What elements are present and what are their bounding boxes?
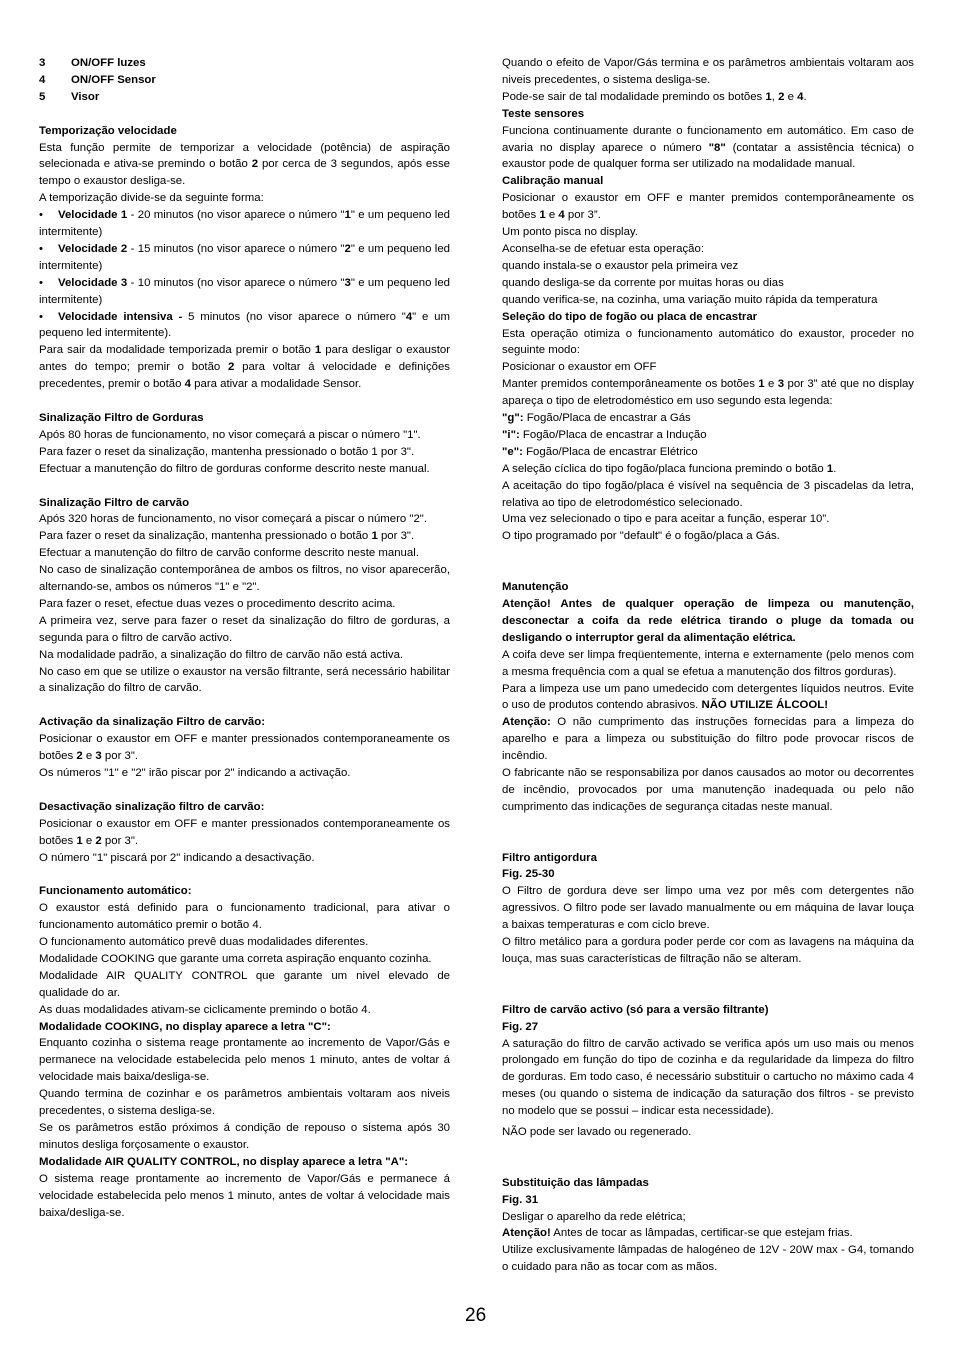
figure-reference: Fig. 27: [502, 1020, 539, 1033]
bullet-item: • Velocidade intensiva - 5 minutos (no visor aparece o número "4" e um pequeno led intermitente).: [39, 310, 451, 340]
paragraph: O Filtro de gordura deve ser limpo uma vez por mês com detergentes não agressivos. O filtro pode ser lavado manualmente ou em máquina de lavar louça a baixas temperaturas e com ciclo breve.: [502, 885, 914, 932]
legend-item: "e": Fogão/Placa de encastrar Elétrico: [502, 445, 698, 458]
section-heading: Teste sensores: [502, 107, 585, 120]
paragraph: O fabricante não se responsabiliza por danos causados ao motor ou decorrentes de incêndio, provocados por uma manutenção inadequada ou pelo não cumprimento das indicações de segurança citadas neste manual.: [502, 767, 914, 813]
paragraph: O sistema reage prontamente ao incremento de Vapor/Gás e permanece á velocidade estabelecida pelo menos 1 minuto, antes de voltar á velocidade mais baixa/desliga-se.: [39, 1172, 450, 1219]
paragraph: Para sair da modalidade temporizada premir o botão 1 para desligar o exaustor antes do tempo; premir o botão 2 para voltar á velocidade e definições precedentes, premir o botão 4 para ativar a modalidade Sensor.: [39, 344, 450, 391]
paragraph: A seleção cíclica do tipo fogão/placa funciona premindo o botão 1.: [502, 462, 837, 475]
section-heading: Substituição das lâmpadas: [502, 1176, 649, 1189]
list-item: 5 Visor: [39, 90, 100, 103]
paragraph: Após 320 horas de funcionamento, no visor começará a piscar o número "2".: [39, 513, 427, 526]
paragraph: Esta função permite de temporizar a velocidade (potência) de aspiração selecionada e ativa-se premindo o botão 2 por cerca de 3 segundos, após esse tempo o exaustor desliga-se.: [39, 141, 450, 188]
paragraph: A coifa deve ser limpa freqüentemente, interna e externamente (pelo menos com a mesma frequência com a qual se efetua a manutenção dos filtros gorduras).: [502, 648, 914, 678]
section-heading: Filtro de carvão activo (só para a versão filtrante): [502, 1003, 769, 1016]
bullet-icon: •: [39, 209, 43, 222]
paragraph: Manter premidos contemporâneamente os botões 1 e 3 por 3” até que no display apareça o tipo de eletrodoméstico em uso segundo esta legenda:: [502, 378, 915, 408]
paragraph: Posicionar o exaustor em OFF e manter premidos contemporâneamente os botões 1 e 4 por 3”.: [502, 192, 914, 222]
paragraph: Posicionar o exaustor em OFF e manter pressionados contemporaneamente os botões 1 e 2 por 3".: [39, 817, 450, 847]
paragraph: Pode-se sair de tal modalidade premindo os botões 1, 2 e 4.: [502, 90, 807, 103]
paragraph: Após 80 horas de funcionamento, no visor começará a piscar o número "1".: [39, 428, 421, 441]
paragraph: Atenção: O não cumprimento das instruções fornecidas para a limpeza do aparelho e para a limpeza ou substituição do filtro pode provocar riscos de incêndio.: [502, 716, 914, 763]
paragraph: Efectuar a manutenção do filtro de gorduras conforme descrito neste manual.: [39, 462, 430, 475]
section-heading: Seleção do tipo de fogão ou placa de encastrar: [502, 310, 758, 323]
figure-reference: Fig. 31: [502, 1193, 539, 1206]
bullet-icon: •: [39, 242, 43, 255]
paragraph: Atenção! Antes de tocar as lâmpadas, certificar-se que estejam frias.: [502, 1227, 853, 1240]
paragraph: O filtro metálico para a gordura poder perde cor com as lavagens na máquina da louça, mas suas características de filtração não se alteram.: [502, 936, 914, 965]
paragraph: Para fazer o reset da sinalização, mantenha pressionado o botão 1 por 3".: [39, 445, 415, 458]
section-heading: Temporização velocidade: [39, 124, 177, 137]
section-heading: Funcionamento automático:: [39, 885, 192, 898]
paragraph: Para fazer o reset, efectue duas vezes o procedimento descrito acima.: [39, 597, 396, 610]
paragraph: Posicionar o exaustor em OFF: [502, 361, 657, 374]
figure-reference: Fig. 25-30: [502, 868, 555, 881]
paragraph: O tipo programado por "default" é o fogão/placa a Gás.: [502, 530, 780, 543]
section-heading: Sinalização Filtro de carvão: [39, 496, 190, 509]
paragraph: Funciona continuamente durante o funcionamento em automático. Em caso de avaria no display aparece o número "8" (contatar a assistência técnica) o exaustor pode de qualquer forma ser utilizado na modalidade manual.: [502, 124, 914, 171]
paragraph: O exaustor está definido para o funcionamento tradicional, para ativar o funcionamento automático premir o botão 4.: [39, 902, 450, 932]
paragraph: Posicionar o exaustor em OFF e manter pressionados contemporaneamente os botões 2 e 3 por 3".: [39, 733, 450, 763]
paragraph: A temporização divide-se da seguinte forma:: [39, 192, 264, 205]
paragraph: A primeira vez, serve para fazer o reset da sinalização do filtro de gorduras, a segunda para o filtro de carvão activo.: [39, 614, 450, 644]
list-item-label: Visor: [71, 90, 100, 103]
paragraph: Aconselha-se de efetuar esta operação:: [502, 242, 705, 255]
paragraph: As duas modalidades ativam-se ciclicamente premindo o botão 4.: [39, 1003, 371, 1016]
warning-text: Atenção! Antes de qualquer operação de limpeza ou manutenção, desconectar a coifa da rede elétrica tirando o pluge da tomada ou desligando o interruptor geral da alimentação elétrica.: [502, 597, 914, 644]
paragraph: O funcionamento automático prevê duas modalidades diferentes.: [39, 936, 369, 949]
bullet-item: • Velocidade 2 - 15 minutos (no visor aparece o número "2" e um pequeno led intermitente): [39, 242, 451, 272]
paragraph: quando verifica-se, na cozinha, uma variação muito rápida da temperatura: [502, 293, 878, 306]
paragraph: Para fazer o reset da sinalização, mantenha pressionado o botão 1 por 3".: [39, 530, 415, 543]
bullet-icon: •: [39, 310, 43, 323]
paragraph: Quando o efeito de Vapor/Gás termina e os parâmetros ambientais voltaram aos niveis precedentes, o sistema desliga-se.: [502, 57, 914, 86]
list-item-label: ON/OFF Sensor: [71, 73, 156, 86]
subsection-heading: Modalidade COOKING, no display aparece a letra "C":: [39, 1020, 331, 1033]
paragraph: Enquanto cozinha o sistema reage prontamente ao incremento de Vapor/Gás e permanece na velocidade estabelecida pelo menos 1 minuto, antes de voltar á velocidade mais baixa/desliga-se.: [39, 1037, 450, 1084]
paragraph: Para a limpeza use um pano umedecido com detergentes líquidos neutros. Evite o uso de produtos contendo abrasivos. NÃO UTILIZE ÁLCOOL!: [502, 682, 914, 712]
paragraph: No caso em que se utilize o exaustor na versão filtrante, será necessário habilitar a sinalização do filtro de carvão.: [39, 665, 450, 695]
list-item: 4 ON/OFF Sensor: [39, 73, 156, 86]
section-heading: Manutenção: [502, 581, 569, 594]
paragraph: Se os parâmetros estão próximos á condição de repouso o sistema após 30 minutos desliga forçosamente o exaustor.: [39, 1122, 450, 1151]
legend-item: "i": Fogão/Placa de encastrar a Indução: [502, 428, 707, 441]
paragraph: Esta operação otimiza o funcionamento automático do exaustor, proceder no seguinte modo:: [502, 327, 914, 357]
paragraph: O número "1" piscará por 2" indicando a desactivação.: [39, 851, 315, 864]
paragraph: A aceitação do tipo fogão/placa é visível na sequência de 3 piscadelas da letra, relativa ao tipo de eletrodoméstico selecionado.: [502, 479, 914, 509]
list-item-label: ON/OFF luzes: [71, 57, 146, 69]
paragraph: Modalidade COOKING que garante uma correta aspiração enquanto cozinha.: [39, 952, 432, 965]
bullet-icon: •: [39, 276, 43, 289]
section-heading: Filtro antigordura: [502, 851, 597, 864]
paragraph: Utilize exclusivamente lâmpadas de halogéneo de 12V - 20W max - G4, tomando o cuidado para não as tocar com as mãos.: [502, 1244, 914, 1274]
paragraph: quando desliga-se da corrente por muitas horas ou dias: [502, 276, 784, 289]
paragraph: Efectuar a manutenção do filtro de carvão conforme descrito neste manual.: [39, 547, 419, 560]
paragraph: NÃO pode ser lavado ou regenerado.: [502, 1126, 692, 1139]
paragraph: Os números "1" e "2" irão piscar por 2" indicando a activação.: [39, 767, 351, 779]
paragraph: Desligar o aparelho da rede elétrica;: [502, 1210, 686, 1223]
bullet-item: • Velocidade 3 - 10 minutos (no visor aparece o número "3" e um pequeno led intermitente): [39, 276, 451, 306]
subsection-heading: Modalidade AIR QUALITY CONTROL, no display aparece a letra "A":: [39, 1155, 409, 1168]
paragraph: quando instala-se o exaustor pela primeira vez: [502, 259, 739, 272]
section-heading: Sinalização Filtro de Gorduras: [39, 412, 204, 424]
paragraph: No caso de sinalização contemporânea de ambos os filtros, no visor aparecerão, alternando-se, ambos os números "1" e "2".: [39, 564, 450, 594]
paragraph: Quando termina de cozinhar e os parâmetros ambientais voltaram aos niveis precedentes, o sistema desliga-se.: [39, 1088, 450, 1118]
section-heading: Desactivação sinalização filtro de carvão:: [39, 800, 265, 813]
paragraph: Modalidade AIR QUALITY CONTROL que garante um nivel elevado de qualidade do ar.: [39, 969, 450, 999]
paragraph: A saturação do filtro de carvão activado se verifica após um uso mais ou menos prolongado em função do tipo de cozinha e da regularidade da limpeza do filtro de gorduras. Em todo caso, é necessário substituir o cartucho no máximo cada 4 meses (ou quando o sistema de indicação da saturação dos filtros - se previsto no modelo que se possui – indicar esta necessidade).: [502, 1037, 914, 1118]
paragraph: Na modalidade padrão, a sinalização do filtro de carvão não está activa.: [39, 648, 404, 661]
left-column: [39, 55, 450, 1221]
section-heading: Activação da sinalização Filtro de carvão:: [39, 716, 265, 729]
paragraph: Uma vez selecionado o tipo e para aceitar a função, esperar 10”.: [502, 513, 830, 526]
legend-item: "g": Fogão/Placa de encastrar a Gás: [502, 412, 691, 425]
page-number: 26: [465, 1305, 487, 1326]
right-column: [502, 55, 914, 1276]
section-heading: Calibração manual: [502, 175, 604, 188]
bullet-item: • Velocidade 1 - 20 minutos (no visor aparece o número "1" e um pequeno led intermitente): [39, 209, 451, 239]
list-item: 3 ON/OFF luzes: [39, 57, 146, 69]
paragraph: Um ponto pisca no display.: [502, 226, 638, 239]
